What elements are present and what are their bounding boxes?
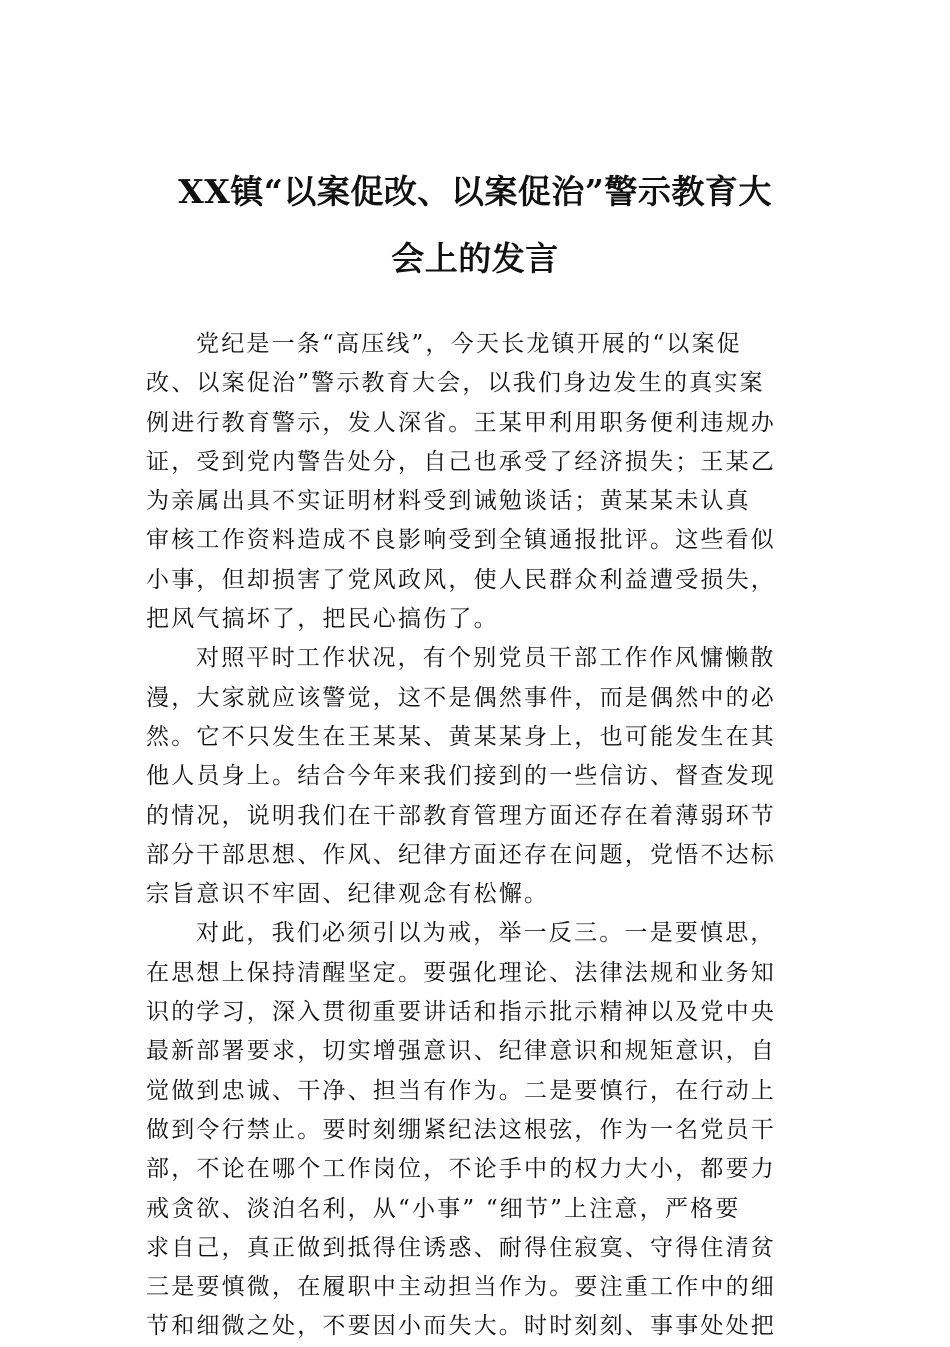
text-line: 为亲属出具不实证明材料受到诫勉谈话；黄某某未认真 xyxy=(146,488,751,515)
text-line: 宗旨意识不牢固、纪律观念有松懈。 xyxy=(146,881,550,908)
text-line: 在思想上保持清醒坚定。要强化理论、法律法规和业务知 xyxy=(146,959,776,986)
text-line: 对照平时工作状况，有个别党员干部工作作风慵懒散 xyxy=(196,645,776,672)
text-line: 戒贪欲、淡泊名利，从“小事” “细节”上注意，严格要 xyxy=(146,1195,741,1222)
text-line: 漫，大家就应该警觉，这不是偶然事件，而是偶然中的必 xyxy=(146,684,776,711)
text-line: 他人员身上。结合今年来我们接到的一些信访、督查发现 xyxy=(146,763,776,790)
text-line: 做到令行禁止。要时刻绷紧纪法这根弦，作为一名党员干 xyxy=(146,1116,776,1143)
text-line: 三是要慎微，在履职中主动担当作为。要注重工作中的细 xyxy=(146,1274,776,1301)
text-line: 证，受到党内警告处分，自己也承受了经济损失；王某乙 xyxy=(146,448,776,475)
text-line: 部分干部思想、作风、纪律方面还存在问题，党悟不达标 xyxy=(146,841,776,868)
paragraph-2 xyxy=(146,639,806,914)
text-line: 最新部署要求，切实增强意识、纪律意识和规矩意识，自 xyxy=(146,1038,776,1065)
text-line: 求自己，真正做到抵得住诱惑、耐得住寂寞、守得住清贫 xyxy=(146,1234,776,1261)
text-line: 例进行教育警示，发人深省。王某甲利用职务便利违规办 xyxy=(146,409,776,436)
text-line: 改、以案促治”警示教育大会，以我们身边发生的真实案 xyxy=(146,370,765,397)
paragraph-3 xyxy=(146,914,806,1346)
text-line: 党纪是一条“高压线”，今天长龙镇开展的“以案促 xyxy=(196,331,742,357)
document-title xyxy=(120,158,830,292)
title-line: 会上的发言 xyxy=(391,239,559,278)
text-line: 识的学习，深入贯彻重要讲话和指示批示精神以及党中央 xyxy=(146,999,776,1026)
text-line: 部，不论在哪个工作岗位，不论手中的权力大小，都要力 xyxy=(146,1156,776,1183)
text-line: 觉做到忠诚、干净、担当有作为。二是要慎行，在行动上 xyxy=(146,1077,776,1104)
title-line: XX镇“以案促改、以案促治”警示教育大 xyxy=(178,172,772,211)
text-line: 然。它不只发生在王某某、黄某某身上，也可能发生在其 xyxy=(146,723,776,750)
document-body xyxy=(146,325,806,1347)
text-line: 节和细微之处，不要因小而失大。时时刻刻、事事处处把 xyxy=(146,1313,776,1340)
text-line: 对此，我们必须引以为戒，举一反三。一是要慎思， xyxy=(196,920,776,947)
paragraph-1 xyxy=(146,325,806,639)
text-line: 小事，但却损害了党风政风，使人民群众利益遭受损失， xyxy=(146,566,776,593)
text-line: 的情况，说明我们在干部教育管理方面还存在着薄弱环节 xyxy=(146,802,776,829)
text-line: 把风气搞坏了，把民心搞伤了。 xyxy=(146,606,499,633)
text-line: 审核工作资料造成不良影响受到全镇通报批评。这些看似 xyxy=(146,527,776,554)
